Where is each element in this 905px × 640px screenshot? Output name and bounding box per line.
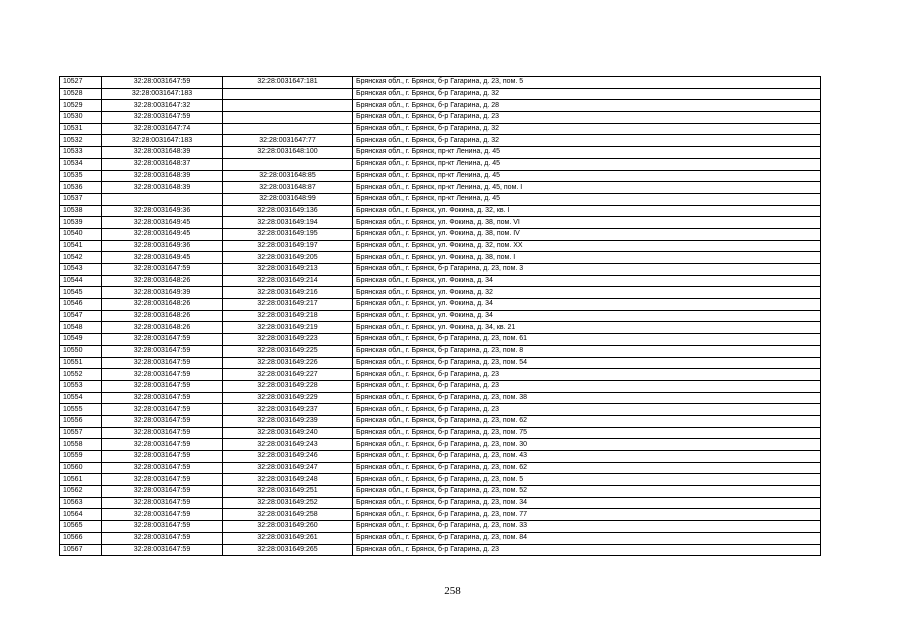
address-cell: Брянская обл., г. Брянск, ул. Фокина, д. 34 — [353, 275, 821, 287]
parcel-number-cell: 32:28:0031647:183 — [102, 88, 223, 100]
row-number-cell: 10538 — [60, 205, 102, 217]
address-cell: Брянская обл., г. Брянск, б-р Гагарина, д. 23 — [353, 112, 821, 124]
property-table — [59, 76, 821, 556]
address-cell: Брянская обл., г. Брянск, б-р Гагарина, д. 32 — [353, 135, 821, 147]
cadastral-number-cell: 32:28:0031649:195 — [223, 228, 353, 240]
table-row — [60, 77, 821, 89]
address-cell: Брянская обл., г. Брянск, пр-кт Ленина, д. 45 — [353, 158, 821, 170]
parcel-number-cell: 32:28:0031649:36 — [102, 240, 223, 252]
cadastral-number-cell: 32:28:0031649:197 — [223, 240, 353, 252]
table-row — [60, 158, 821, 170]
table-row — [60, 287, 821, 299]
row-number-cell: 10529 — [60, 100, 102, 112]
property-table-body — [60, 77, 821, 556]
row-number-cell: 10544 — [60, 275, 102, 287]
address-cell: Брянская обл., г. Брянск, пр-кт Ленина, д. 45 — [353, 147, 821, 159]
address-cell: Брянская обл., г. Брянск, б-р Гагарина, д. 23 — [353, 380, 821, 392]
row-number-cell: 10559 — [60, 451, 102, 463]
address-cell: Брянская обл., г. Брянск, б-р Гагарина, д. 23, пом. 62 — [353, 462, 821, 474]
row-number-cell: 10563 — [60, 497, 102, 509]
address-cell: Брянская обл., г. Брянск, б-р Гагарина, д. 23, пом. 54 — [353, 357, 821, 369]
row-number-cell: 10540 — [60, 228, 102, 240]
row-number-cell: 10558 — [60, 439, 102, 451]
parcel-number-cell: 32:28:0031648:26 — [102, 275, 223, 287]
table-row — [60, 252, 821, 264]
table-row — [60, 88, 821, 100]
row-number-cell: 10560 — [60, 462, 102, 474]
row-number-cell: 10545 — [60, 287, 102, 299]
address-cell: Брянская обл., г. Брянск, б-р Гагарина, д. 23, пом. 61 — [353, 334, 821, 346]
row-number-cell: 10533 — [60, 147, 102, 159]
row-number-cell: 10554 — [60, 392, 102, 404]
cadastral-number-cell: 32:28:0031649:205 — [223, 252, 353, 264]
address-cell: Брянская обл., г. Брянск, б-р Гагарина, д. 23, пом. 34 — [353, 497, 821, 509]
address-cell: Брянская обл., г. Брянск, пр-кт Ленина, д. 45 — [353, 170, 821, 182]
parcel-number-cell: 32:28:0031648:39 — [102, 182, 223, 194]
parcel-number-cell: 32:28:0031647:59 — [102, 415, 223, 427]
parcel-number-cell: 32:28:0031647:59 — [102, 544, 223, 556]
address-cell: Брянская обл., г. Брянск, ул. Фокина, д. 34 — [353, 310, 821, 322]
parcel-number-cell: 32:28:0031647:74 — [102, 123, 223, 135]
cadastral-number-cell: 32:28:0031649:247 — [223, 462, 353, 474]
cadastral-number-cell: 32:28:0031649:223 — [223, 334, 353, 346]
table-row — [60, 345, 821, 357]
cadastral-number-cell: 32:28:0031649:251 — [223, 486, 353, 498]
table-row — [60, 228, 821, 240]
address-cell: Брянская обл., г. Брянск, б-р Гагарина, д. 23 — [353, 544, 821, 556]
parcel-number-cell: 32:28:0031647:59 — [102, 497, 223, 509]
row-number-cell: 10541 — [60, 240, 102, 252]
cadastral-number-cell: 32:28:0031649:227 — [223, 369, 353, 381]
table-row — [60, 334, 821, 346]
row-number-cell: 10555 — [60, 404, 102, 416]
parcel-number-cell — [102, 193, 223, 205]
row-number-cell: 10532 — [60, 135, 102, 147]
table-row — [60, 462, 821, 474]
cadastral-number-cell: 32:28:0031649:225 — [223, 345, 353, 357]
cadastral-number-cell: 32:28:0031649:240 — [223, 427, 353, 439]
cadastral-number-cell: 32:28:0031648:85 — [223, 170, 353, 182]
cadastral-number-cell: 32:28:0031648:87 — [223, 182, 353, 194]
table-row — [60, 357, 821, 369]
parcel-number-cell: 32:28:0031647:59 — [102, 521, 223, 533]
cadastral-number-cell: 32:28:0031649:219 — [223, 322, 353, 334]
cadastral-number-cell: 32:28:0031649:226 — [223, 357, 353, 369]
row-number-cell: 10543 — [60, 264, 102, 276]
table-row — [60, 404, 821, 416]
address-cell: Брянская обл., г. Брянск, б-р Гагарина, д. 23, пом. 38 — [353, 392, 821, 404]
cadastral-number-cell: 32:28:0031649:136 — [223, 205, 353, 217]
cadastral-number-cell — [223, 123, 353, 135]
table-row — [60, 217, 821, 229]
parcel-number-cell: 32:28:0031647:59 — [102, 112, 223, 124]
row-number-cell: 10551 — [60, 357, 102, 369]
parcel-number-cell: 32:28:0031648:26 — [102, 310, 223, 322]
cadastral-number-cell: 32:28:0031649:258 — [223, 509, 353, 521]
table-row — [60, 310, 821, 322]
cadastral-number-cell: 32:28:0031649:260 — [223, 521, 353, 533]
address-cell: Брянская обл., г. Брянск, б-р Гагарина, д. 23, пом. 77 — [353, 509, 821, 521]
parcel-number-cell: 32:28:0031648:37 — [102, 158, 223, 170]
page-number: 258 — [444, 585, 461, 597]
row-number-cell: 10553 — [60, 380, 102, 392]
parcel-number-cell: 32:28:0031647:59 — [102, 486, 223, 498]
table-row — [60, 369, 821, 381]
parcel-number-cell: 32:28:0031647:32 — [102, 100, 223, 112]
parcel-number-cell: 32:28:0031647:59 — [102, 404, 223, 416]
address-cell: Брянская обл., г. Брянск, б-р Гагарина, д. 23 — [353, 369, 821, 381]
row-number-cell: 10552 — [60, 369, 102, 381]
parcel-number-cell: 32:28:0031649:45 — [102, 228, 223, 240]
row-number-cell: 10527 — [60, 77, 102, 89]
parcel-number-cell: 32:28:0031647:59 — [102, 334, 223, 346]
address-cell: Брянская обл., г. Брянск, ул. Фокина, д. 38, пом. VI — [353, 217, 821, 229]
cadastral-number-cell: 32:28:0031649:239 — [223, 415, 353, 427]
table-row — [60, 182, 821, 194]
row-number-cell: 10562 — [60, 486, 102, 498]
address-cell: Брянская обл., г. Брянск, б-р Гагарина, д. 28 — [353, 100, 821, 112]
parcel-number-cell: 32:28:0031647:59 — [102, 451, 223, 463]
table-row — [60, 521, 821, 533]
table-row — [60, 509, 821, 521]
table-row — [60, 439, 821, 451]
table-row — [60, 100, 821, 112]
address-cell: Брянская обл., г. Брянск, б-р Гагарина, д. 23, пом. 62 — [353, 415, 821, 427]
parcel-number-cell: 32:28:0031649:45 — [102, 217, 223, 229]
parcel-number-cell: 32:28:0031647:183 — [102, 135, 223, 147]
address-cell: Брянская обл., г. Брянск, ул. Фокина, д. 34 — [353, 299, 821, 311]
row-number-cell: 10546 — [60, 299, 102, 311]
cadastral-number-cell: 32:28:0031649:261 — [223, 532, 353, 544]
parcel-number-cell: 32:28:0031647:59 — [102, 532, 223, 544]
cadastral-number-cell: 32:28:0031649:213 — [223, 264, 353, 276]
cadastral-number-cell: 32:28:0031649:229 — [223, 392, 353, 404]
address-cell: Брянская обл., г. Брянск, б-р Гагарина, д. 32 — [353, 123, 821, 135]
address-cell: Брянская обл., г. Брянск, ул. Фокина, д. 38, пом. IV — [353, 228, 821, 240]
parcel-number-cell: 32:28:0031648:26 — [102, 322, 223, 334]
cadastral-number-cell: 32:28:0031649:248 — [223, 474, 353, 486]
table-row — [60, 170, 821, 182]
parcel-number-cell: 32:28:0031647:59 — [102, 369, 223, 381]
row-number-cell: 10536 — [60, 182, 102, 194]
row-number-cell: 10531 — [60, 123, 102, 135]
address-cell: Брянская обл., г. Брянск, ул. Фокина, д. 38, пом. I — [353, 252, 821, 264]
cadastral-number-cell: 32:28:0031649:265 — [223, 544, 353, 556]
cadastral-number-cell: 32:28:0031647:77 — [223, 135, 353, 147]
table-row — [60, 205, 821, 217]
address-cell: Брянская обл., г. Брянск, ул. Фокина, д. 34, кв. 21 — [353, 322, 821, 334]
row-number-cell: 10539 — [60, 217, 102, 229]
cadastral-number-cell: 32:28:0031647:181 — [223, 77, 353, 89]
address-cell: Брянская обл., г. Брянск, б-р Гагарина, д. 23, пом. 75 — [353, 427, 821, 439]
row-number-cell: 10549 — [60, 334, 102, 346]
row-number-cell: 10547 — [60, 310, 102, 322]
parcel-number-cell: 32:28:0031647:59 — [102, 357, 223, 369]
table-row — [60, 264, 821, 276]
address-cell: Брянская обл., г. Брянск, б-р Гагарина, д. 23 — [353, 404, 821, 416]
parcel-number-cell: 32:28:0031647:59 — [102, 392, 223, 404]
row-number-cell: 10535 — [60, 170, 102, 182]
cadastral-number-cell: 32:28:0031648:100 — [223, 147, 353, 159]
parcel-number-cell: 32:28:0031647:59 — [102, 462, 223, 474]
table-row — [60, 497, 821, 509]
table-row — [60, 451, 821, 463]
address-cell: Брянская обл., г. Брянск, б-р Гагарина, д. 23, пом. 33 — [353, 521, 821, 533]
cadastral-number-cell: 32:28:0031649:216 — [223, 287, 353, 299]
row-number-cell: 10534 — [60, 158, 102, 170]
table-row — [60, 193, 821, 205]
cadastral-number-cell: 32:28:0031649:243 — [223, 439, 353, 451]
table-row — [60, 135, 821, 147]
address-cell: Брянская обл., г. Брянск, пр-кт Ленина, д. 45 — [353, 193, 821, 205]
address-cell: Брянская обл., г. Брянск, б-р Гагарина, д. 23, пом. 8 — [353, 345, 821, 357]
parcel-number-cell: 32:28:0031649:45 — [102, 252, 223, 264]
cadastral-number-cell: 32:28:0031649:252 — [223, 497, 353, 509]
address-cell: Брянская обл., г. Брянск, б-р Гагарина, д. 23, пом. 52 — [353, 486, 821, 498]
address-cell: Брянская обл., г. Брянск, пр-кт Ленина, д. 45, пом. I — [353, 182, 821, 194]
table-row — [60, 392, 821, 404]
table-row — [60, 380, 821, 392]
table-row — [60, 486, 821, 498]
cadastral-number-cell: 32:28:0031649:237 — [223, 404, 353, 416]
table-row — [60, 415, 821, 427]
cadastral-number-cell: 32:28:0031648:99 — [223, 193, 353, 205]
parcel-number-cell: 32:28:0031647:59 — [102, 264, 223, 276]
cadastral-number-cell: 32:28:0031649:214 — [223, 275, 353, 287]
address-cell: Брянская обл., г. Брянск, ул. Фокина, д. 32, пом. XX — [353, 240, 821, 252]
cadastral-number-cell — [223, 112, 353, 124]
row-number-cell: 10566 — [60, 532, 102, 544]
table-row — [60, 147, 821, 159]
parcel-number-cell: 32:28:0031648:39 — [102, 147, 223, 159]
row-number-cell: 10530 — [60, 112, 102, 124]
address-cell: Брянская обл., г. Брянск, б-р Гагарина, д. 32 — [353, 88, 821, 100]
cadastral-number-cell: 32:28:0031649:228 — [223, 380, 353, 392]
cadastral-number-cell: 32:28:0031649:218 — [223, 310, 353, 322]
table-row — [60, 532, 821, 544]
row-number-cell: 10537 — [60, 193, 102, 205]
row-number-cell: 10565 — [60, 521, 102, 533]
parcel-number-cell: 32:28:0031647:59 — [102, 474, 223, 486]
address-cell: Брянская обл., г. Брянск, б-р Гагарина, д. 23, пом. 30 — [353, 439, 821, 451]
parcel-number-cell: 32:28:0031648:39 — [102, 170, 223, 182]
row-number-cell: 10550 — [60, 345, 102, 357]
address-cell: Брянская обл., г. Брянск, ул. Фокина, д. 32, кв. I — [353, 205, 821, 217]
parcel-number-cell: 32:28:0031649:36 — [102, 205, 223, 217]
address-cell: Брянская обл., г. Брянск, б-р Гагарина, д. 23, пом. 3 — [353, 264, 821, 276]
row-number-cell: 10557 — [60, 427, 102, 439]
row-number-cell: 10548 — [60, 322, 102, 334]
table-row — [60, 123, 821, 135]
parcel-number-cell: 32:28:0031647:59 — [102, 345, 223, 357]
row-number-cell: 10528 — [60, 88, 102, 100]
row-number-cell: 10556 — [60, 415, 102, 427]
table-row — [60, 427, 821, 439]
cadastral-number-cell: 32:28:0031649:246 — [223, 451, 353, 463]
table-row — [60, 474, 821, 486]
parcel-number-cell: 32:28:0031647:59 — [102, 509, 223, 521]
table-row — [60, 275, 821, 287]
row-number-cell: 10542 — [60, 252, 102, 264]
table-row — [60, 112, 821, 124]
table-row — [60, 299, 821, 311]
cadastral-number-cell: 32:28:0031649:217 — [223, 299, 353, 311]
address-cell: Брянская обл., г. Брянск, б-р Гагарина, д. 23, пом. 84 — [353, 532, 821, 544]
table-row — [60, 544, 821, 556]
cadastral-number-cell: 32:28:0031649:194 — [223, 217, 353, 229]
row-number-cell: 10561 — [60, 474, 102, 486]
parcel-number-cell: 32:28:0031647:59 — [102, 427, 223, 439]
cadastral-number-cell — [223, 100, 353, 112]
cadastral-number-cell — [223, 158, 353, 170]
table-row — [60, 240, 821, 252]
parcel-number-cell: 32:28:0031647:59 — [102, 77, 223, 89]
address-cell: Брянская обл., г. Брянск, ул. Фокина, д. 32 — [353, 287, 821, 299]
address-cell: Брянская обл., г. Брянск, б-р Гагарина, д. 23, пом. 43 — [353, 451, 821, 463]
row-number-cell: 10567 — [60, 544, 102, 556]
address-cell: Брянская обл., г. Брянск, б-р Гагарина, д. 23, пом. 5 — [353, 77, 821, 89]
parcel-number-cell: 32:28:0031649:39 — [102, 287, 223, 299]
row-number-cell: 10564 — [60, 509, 102, 521]
parcel-number-cell: 32:28:0031647:59 — [102, 439, 223, 451]
parcel-number-cell: 32:28:0031648:26 — [102, 299, 223, 311]
address-cell: Брянская обл., г. Брянск, б-р Гагарина, д. 23, пом. 5 — [353, 474, 821, 486]
table-row — [60, 322, 821, 334]
parcel-number-cell: 32:28:0031647:59 — [102, 380, 223, 392]
cadastral-number-cell — [223, 88, 353, 100]
